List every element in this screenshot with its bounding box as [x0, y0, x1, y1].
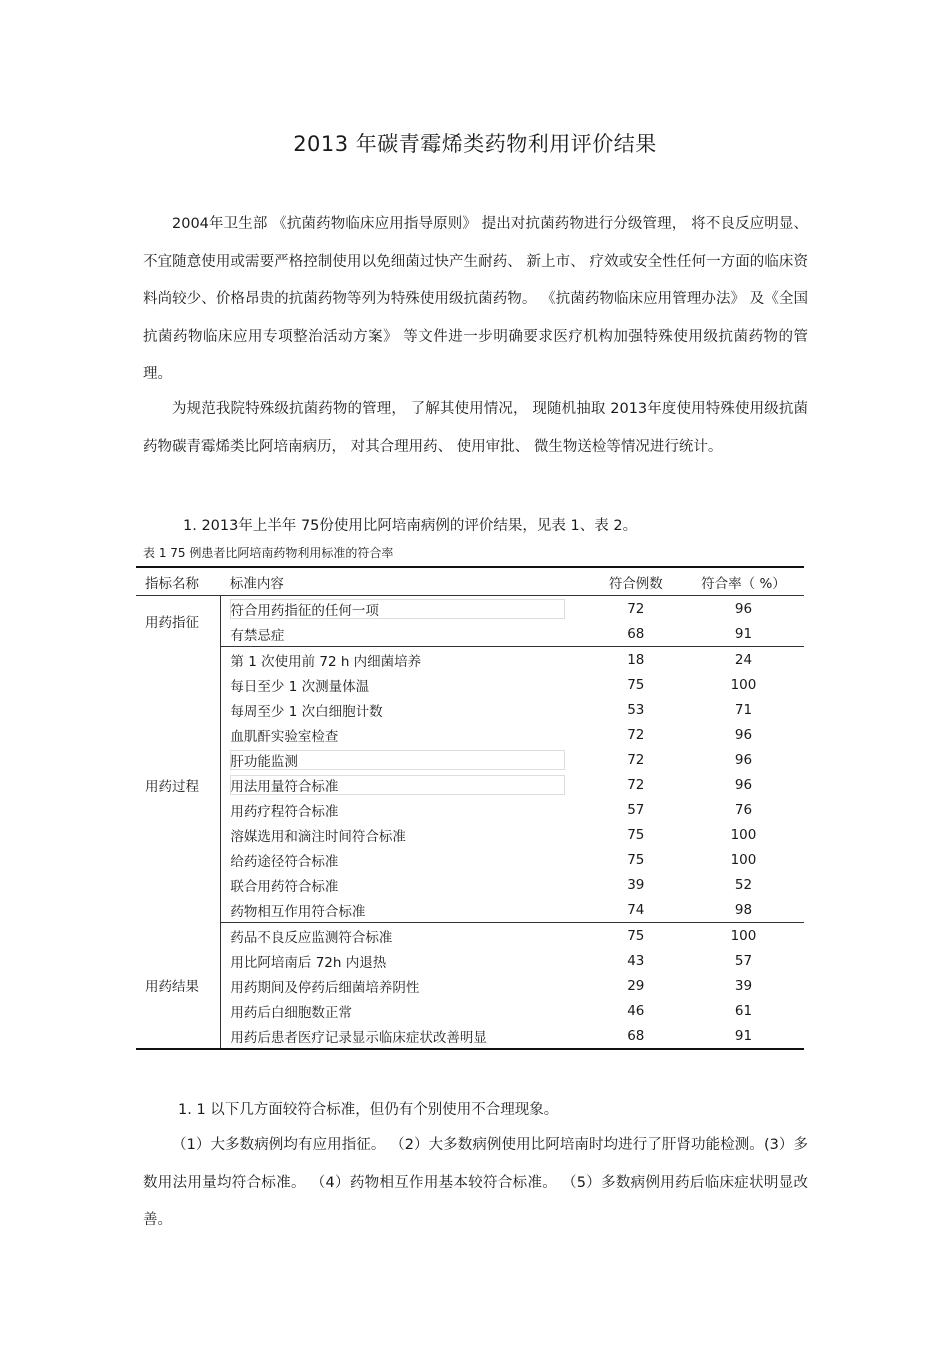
table-row — [136, 596, 804, 622]
table-caption: 表 1 75 例患者比阿培南药物利用标准的符合率 — [143, 546, 394, 560]
row-rate: 57 — [734, 952, 753, 969]
table-row — [136, 647, 804, 673]
row-content: 给药途径符合标准 — [230, 853, 339, 870]
row-rate: 91 — [683, 1023, 804, 1049]
row-count: 75 — [627, 851, 645, 868]
row-content: 用药后白细胞数正常 — [230, 1004, 352, 1021]
document-title: 2013 年碳青霉烯类药物利用评价结果 — [293, 132, 657, 156]
row-content: 第 1 次使用前 72 h 内细菌培养 — [230, 653, 422, 670]
table-row — [136, 1023, 804, 1049]
table-row — [136, 621, 804, 647]
row-content-text: 用法用量符合标准 — [230, 775, 565, 795]
row-rate: 96 — [734, 776, 753, 793]
table-row — [136, 697, 804, 722]
table-row — [136, 973, 804, 998]
table-row — [136, 672, 804, 697]
row-rate: 98 — [683, 897, 804, 923]
row-count: 74 — [589, 897, 683, 923]
row-content — [221, 596, 589, 622]
intro-paragraph: 2004年卫生部 《抗菌药物临床应用指导原则》 提出对抗菌药物进行分级管理， 将不良反应明显、 不宜随意使用或需要严格控制使用以免细菌过快产生耐药、 新上市、 疗效或安全性任何一方面的临床资料尚较少、价格昂贵的抗菌药物等列为特殊使用级抗菌药物。 《抗菌药物临床应用管理办法》 及《全国抗菌药物临床应用专项整治活动方案》 等文件进一步明确要求医疗机构加强特殊使用级抗菌药物的管理。 — [143, 216, 808, 382]
row-content-text: 符合用药指征的任何一项 — [230, 599, 565, 619]
row-count: 39 — [627, 876, 645, 893]
row-content: 药物相互作用符合标准 — [221, 897, 589, 923]
row-content-text: 肝功能监测 — [230, 750, 565, 770]
row-count: 46 — [627, 1002, 645, 1019]
row-content: 用药后患者医疗记录显示临床症状改善明显 — [221, 1023, 589, 1049]
row-rate: 24 — [734, 651, 753, 668]
standards-table — [136, 566, 804, 1050]
row-count: 75 — [627, 927, 645, 944]
row-rate: 96 — [734, 726, 753, 743]
row-rate: 71 — [734, 701, 753, 718]
row-rate: 76 — [734, 801, 753, 818]
group-name: 用药指征 — [136, 596, 221, 647]
row-content: 每周至少 1 次白细胞计数 — [230, 703, 383, 720]
row-count: 75 — [627, 826, 645, 843]
header-indicator: 指标名称 — [136, 567, 221, 596]
row-content: 血肌酐实验室检查 — [230, 728, 339, 745]
row-content: 药品不良反应监测符合标准 — [230, 929, 393, 946]
table-row — [136, 722, 804, 747]
header-content: 标准内容 — [221, 567, 589, 596]
row-content: 用药期间及停药后细菌培养阴性 — [230, 979, 420, 996]
table-header-row — [136, 567, 804, 596]
table-row — [136, 797, 804, 822]
group-name: 用药结果 — [136, 923, 221, 1050]
table-row — [136, 747, 804, 772]
header-rate: 符合率（ %） — [683, 567, 804, 596]
row-count: 72 — [627, 776, 645, 793]
row-count: 29 — [627, 977, 645, 994]
row-content: 用药疗程符合标准 — [230, 803, 339, 820]
row-count: 72 — [627, 751, 645, 768]
row-count: 43 — [627, 952, 645, 969]
row-count: 68 — [589, 621, 683, 647]
table-row — [136, 998, 804, 1023]
header-count: 符合例数 — [589, 567, 683, 596]
row-content: 每日至少 1 次测量体温 — [230, 678, 370, 695]
table-row — [136, 923, 804, 949]
row-content: 有禁忌症 — [221, 621, 589, 647]
row-rate: 100 — [730, 927, 757, 944]
row-rate: 96 — [734, 751, 753, 768]
row-rate: 61 — [734, 1002, 753, 1019]
table-row — [136, 948, 804, 973]
row-rate: 100 — [730, 676, 757, 693]
table-row — [136, 897, 804, 923]
row-content: 联合用药符合标准 — [230, 878, 339, 895]
row-content — [221, 772, 589, 797]
purpose-paragraph: 为规范我院特殊级抗菌药物的管理， 了解其使用情况， 现随机抽取 2013年度使用特殊使用级抗菌药物碳青霉烯类比阿培南病历， 对其合理用药、 使用审批、 微生物送检等情况进行统计。 — [143, 401, 808, 455]
table-row — [136, 772, 804, 797]
row-content: 用比阿培南后 72h 内退热 — [230, 954, 387, 971]
row-rate: 96 — [734, 600, 753, 617]
group-name: 用药过程 — [136, 647, 221, 923]
row-count: 72 — [627, 600, 645, 617]
row-count: 75 — [627, 676, 645, 693]
row-count: 18 — [627, 651, 645, 668]
row-rate: 91 — [683, 621, 804, 647]
section-1-heading: 1. 2013年上半年 75份使用比阿培南病例的评价结果，见表 1、表 2。 — [183, 518, 638, 534]
table-row — [136, 822, 804, 847]
subsection-1-1: 1. 1 以下几方面较符合标准，但仍有个别使用不合理现象。 — [178, 1102, 559, 1118]
row-count: 72 — [627, 726, 645, 743]
row-rate: 52 — [734, 876, 753, 893]
findings-paragraph: （1）大多数病例均有应用指征。 （2）大多数病例使用比阿培南时均进行了肝肾功能检测。(3）多数用法用量均符合标准。 （4）药物相互作用基本较符合标准。 （5）多数病例用药后临床症状明显改善。 — [143, 1137, 808, 1228]
table-row — [136, 872, 804, 897]
row-rate: 100 — [730, 851, 757, 868]
table-row — [136, 847, 804, 872]
row-content — [221, 747, 589, 772]
row-rate: 39 — [734, 977, 753, 994]
row-count: 57 — [627, 801, 645, 818]
row-count: 68 — [589, 1023, 683, 1049]
row-content: 溶媒选用和滴注时间符合标准 — [230, 828, 406, 845]
row-rate: 100 — [730, 826, 757, 843]
row-count: 53 — [627, 701, 645, 718]
